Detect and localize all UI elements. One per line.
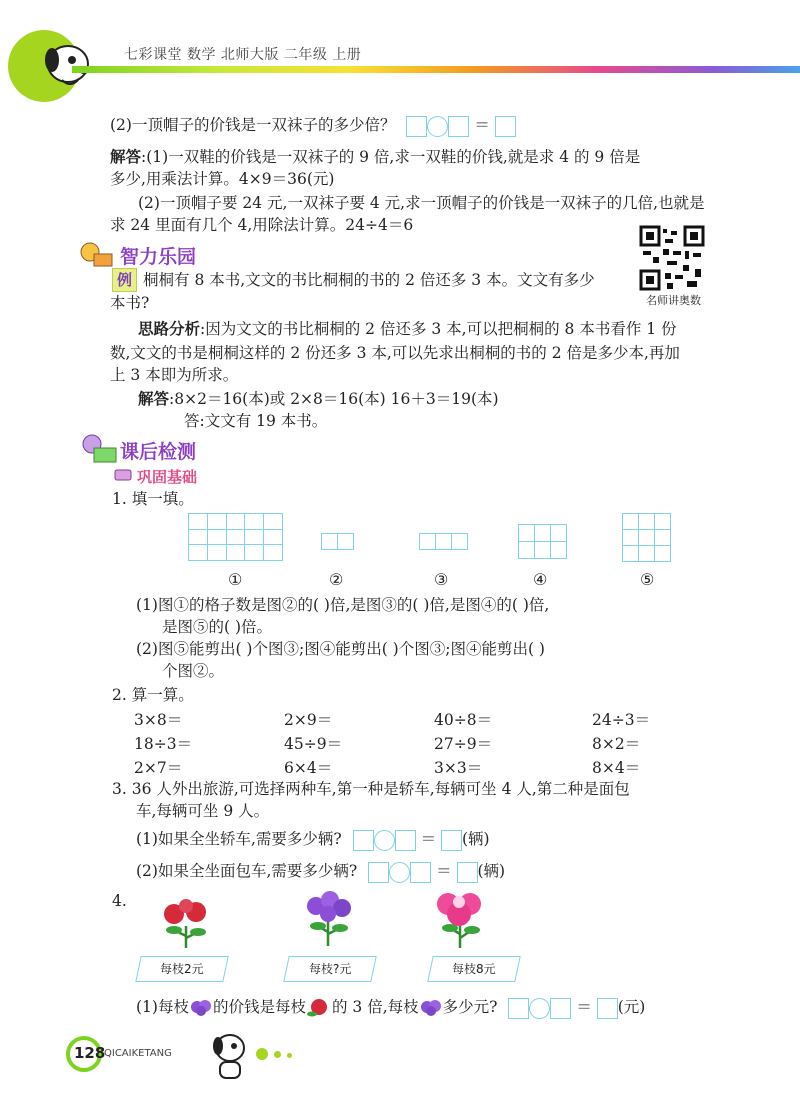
think-analysis: 思路分析:因为文文的书比桐桐的 2 倍还多 3 本,可以把桐桐的 8 本书看作 1 份 (138, 320, 677, 338)
subsection-title: 巩固基础 (137, 468, 198, 486)
figure-1-grid (188, 513, 283, 561)
answer-1: 解答:(1)一双鞋的价钱是一双袜子的 9 倍,求一双鞋的价钱,就是求 4 的 9 倍是 (110, 148, 641, 166)
calc-item: 6×4＝ (284, 759, 333, 777)
price-tag-rose: 每枝2元 (135, 956, 229, 982)
calc-item: 2×9＝ (284, 711, 333, 729)
question-2: (2)一顶帽子的价钱是一双袜子的多少倍？ ＝ (110, 114, 516, 137)
calc-item: 18÷3＝ (134, 735, 193, 753)
purple-flower-icon (189, 998, 213, 1018)
calc-item: 27÷9＝ (434, 735, 493, 753)
answer-blank: ＝ (508, 998, 617, 1016)
question-3-1: (1)如果全坐轿车,需要多少辆? ＝ (辆) (136, 828, 490, 851)
figure-4-grid (518, 524, 567, 559)
dog-mascot-icon (208, 1030, 252, 1086)
figure-5-grid (622, 513, 671, 562)
figure-label-5: ⑤ (640, 570, 655, 589)
answer-blank: ＝ (406, 116, 515, 134)
puzzle-kid-icon (76, 240, 116, 268)
answer-blank: ＝ (368, 862, 477, 880)
question-1-1: (1)图①的格子数是图②的( )倍,是图③的( )倍,是图④的( )倍, (136, 596, 550, 614)
figure-3-grid (419, 533, 468, 550)
pink-flower-icon (430, 888, 488, 950)
decor-dot (287, 1053, 292, 1058)
think-analysis-cont1: 数,文文的书是桐桐这样的 2 份还多 3 本,可以先求出桐桐的书的 2 倍是多少本,再加 (110, 344, 680, 362)
red-rose-icon (156, 896, 216, 950)
header-title: 七彩课堂 数学 北师大版 二年级 上册 (124, 47, 362, 63)
figure-label-2: ② (329, 570, 344, 589)
question-1: 1. 填一填。 (112, 490, 194, 508)
question-4-1: (1)每枝 的价钱是每枝 的 3 倍,每枝 多少元? ＝ (元) (136, 996, 645, 1019)
price-tag-purple: 每枝?元 (283, 956, 377, 982)
section-title-kehou: 课后检测 (120, 441, 197, 463)
purple-flower-icon (300, 888, 358, 948)
example-answer-cont: 答:文文有 19 本书。 (184, 412, 328, 430)
header-rainbow-bar (72, 66, 800, 73)
example-question-cont: 本书? (110, 294, 150, 312)
answer-2: (2)一顶帽子要 24 元,一双袜子要 4 元,求一顶帽子的价钱是一双袜子的几倍,也就是 (138, 194, 705, 212)
figure-label-3: ③ (434, 570, 449, 589)
page-number: 128 (74, 1044, 106, 1062)
answer-1-cont: 多少,用乘法计算。4×9＝36(元) (110, 170, 335, 188)
price-tag-pink: 每枝8元 (427, 956, 521, 982)
calc-item: 40÷8＝ (434, 711, 493, 729)
kid-reading-icon (76, 432, 120, 466)
figure-2-grid (321, 533, 354, 550)
question-3-cont: 车,每辆可坐 9 人。 (136, 802, 270, 820)
calc-item: 3×3＝ (434, 759, 483, 777)
calc-item: 3×8＝ (134, 711, 183, 729)
question-3: 3. 36 人外出旅游,可选择两种车,第一种是轿车,每辆可坐 4 人,第二种是面包 (112, 780, 630, 798)
decor-dot (274, 1051, 281, 1058)
example-answer: 解答:8×2＝16(本)或 2×8＝16(本) 16＋3＝19(本) (138, 390, 499, 408)
figure-label-1: ① (228, 570, 243, 589)
question-1-1-cont: 是图⑤的( )倍。 (162, 618, 273, 636)
example-question: 例 桐桐有 8 本书,文文的书比桐桐的书的 2 倍还多 3 本。文文有多少 (112, 268, 595, 292)
question-2-calc: 2. 算一算。 (112, 686, 194, 704)
qr-caption: 名师讲奥数 (646, 294, 701, 307)
figure-label-4: ④ (533, 570, 548, 589)
question-1-2-cont: 个图②。 (162, 662, 225, 680)
calc-item: 8×4＝ (592, 759, 641, 777)
section-title-zhili: 智力乐园 (120, 246, 197, 268)
calc-item: 8×2＝ (592, 735, 641, 753)
footer-brand: QICAIKETANG (104, 1048, 172, 1059)
qr-code-icon[interactable] (639, 225, 707, 291)
think-analysis-cont2: 上 3 本即为所求。 (110, 366, 239, 384)
question-4: 4. (112, 892, 127, 910)
answer-blank: ＝ (353, 830, 462, 848)
decor-dot (256, 1048, 268, 1060)
question-3-2: (2)如果全坐面包车,需要多少辆? ＝ (辆) (136, 860, 505, 883)
answer-2-cont: 求 24 里面有几个 4,用除法计算。24÷4＝6 (110, 216, 414, 234)
calc-item: 2×7＝ (134, 759, 183, 777)
question-1-2: (2)图⑤能剪出( )个图③;图④能剪出( )个图③;图④能剪出( ) (136, 640, 545, 658)
calc-item: 24÷3＝ (592, 711, 651, 729)
pencil-eraser-icon (114, 468, 134, 482)
red-rose-icon (306, 997, 332, 1019)
purple-flower-icon (419, 998, 443, 1018)
calc-item: 45÷9＝ (284, 735, 343, 753)
